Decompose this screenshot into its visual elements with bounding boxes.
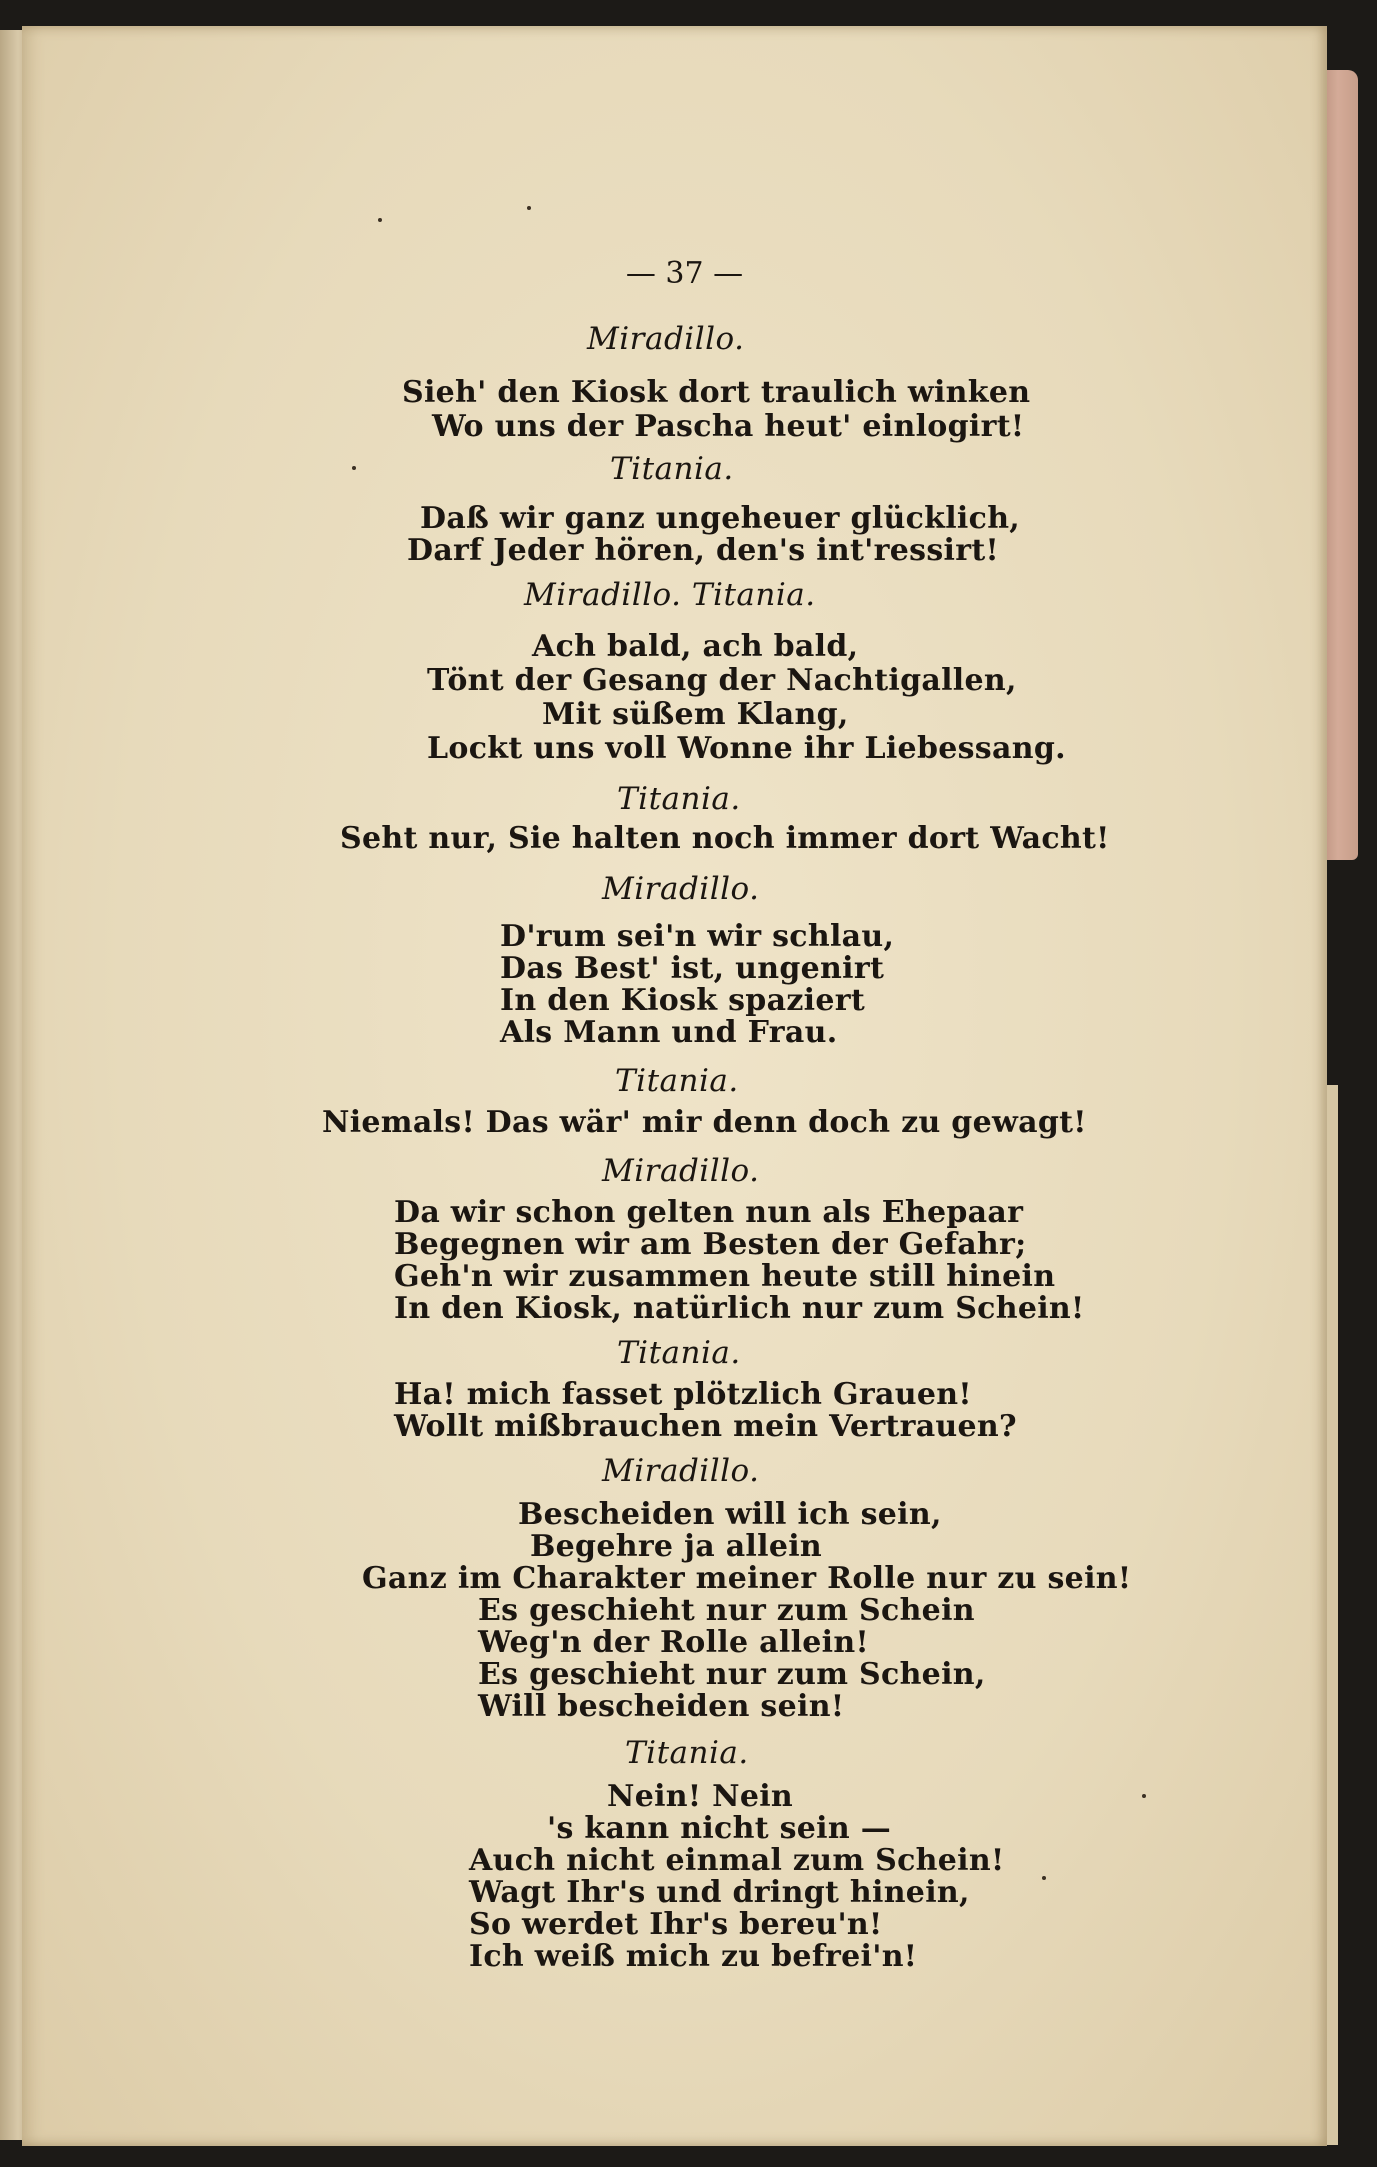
verse-line: Es geschieht nur zum Schein, [478,1657,986,1692]
verse-line: Daß wir ganz ungeheuer glücklich, [420,501,1021,536]
speaker-miradillo: Miradillo. [602,1453,760,1489]
verse-line: So werdet Ihr's bereu'n! [469,1907,883,1942]
verse-line: Das Best' ist, ungenirt [500,951,885,986]
verse-line: Weg'n der Rolle allein! [478,1625,869,1660]
ink-speck [1042,1876,1046,1880]
verse-line: Es geschieht nur zum Schein [478,1593,975,1628]
verse-line: D'rum sei'n wir schlau, [500,919,895,954]
verse-line: In den Kiosk, natürlich nur zum Schein! [394,1291,1085,1326]
verse-line: Wo uns der Pascha heut' einlogirt! [432,409,1025,444]
verse-line: Geh'n wir zusammen heute still hinein [394,1259,1056,1294]
book-page [22,26,1327,2146]
verse-line: Tönt der Gesang der Nachtigallen, [427,663,1017,698]
verse-line: Als Mann und Frau. [500,1015,838,1050]
speaker-miradillo: Miradillo. [602,871,760,907]
ink-speck [378,218,382,222]
speaker-titania: Titania. [617,1335,741,1371]
verse-line: Ganz im Charakter meiner Rolle nur zu sein! [362,1561,1132,1596]
verse-line: Wagt Ihr's und dringt hinein, [469,1875,970,1910]
verse-line: Sieh' den Kiosk dort traulich winken [402,375,1031,410]
speaker-titania: Titania. [610,451,734,487]
speaker-miradillo: Miradillo. [587,321,745,357]
speaker-titania: Titania. [615,1063,739,1099]
speaker-miradillo-titania: Miradillo. Titania. [524,577,816,613]
ink-speck [352,466,356,470]
verse-line: Will bescheiden sein! [478,1689,845,1724]
verse-line: Darf Jeder hören, den's int'ressirt! [407,533,999,568]
ink-speck [527,206,531,210]
verse-line: Niemals! Das wär' mir denn doch zu gewagt! [322,1105,1087,1140]
speaker-miradillo: Miradillo. [602,1153,760,1189]
verse-line: 's kann nicht sein — [547,1811,892,1846]
verse-line: Begegnen wir am Besten der Gefahr; [394,1227,1027,1262]
speaker-titania: Titania. [617,781,741,817]
verse-line: Auch nicht einmal zum Schein! [469,1843,1005,1878]
verse-line: Lockt uns voll Wonne ihr Liebessang. [427,731,1066,766]
verse-line: Ich weiß mich zu befrei'n! [469,1939,918,1974]
verse-line: In den Kiosk spaziert [500,983,865,1018]
verse-line: Ha! mich fasset plötzlich Grauen! [394,1377,972,1412]
verse-line: Mit süßem Klang, [542,697,849,732]
libretto-text [22,26,1327,2146]
page-number: — 37 — [625,256,744,291]
verse-line: Seht nur, Sie halten noch immer dort Wacht! [340,821,1110,856]
verse-line: Ach bald, ach bald, [532,629,859,664]
verse-line: Bescheiden will ich sein, [518,1497,942,1532]
verse-line: Wollt mißbrauchen mein Vertrauen? [394,1409,1017,1444]
speaker-titania: Titania. [625,1735,749,1771]
ink-speck [1142,1794,1146,1798]
verse-line: Nein! Nein [607,1779,794,1814]
verse-line: Da wir schon gelten nun als Ehepaar [394,1195,1024,1230]
verse-line: Begehre ja allein [530,1529,823,1564]
